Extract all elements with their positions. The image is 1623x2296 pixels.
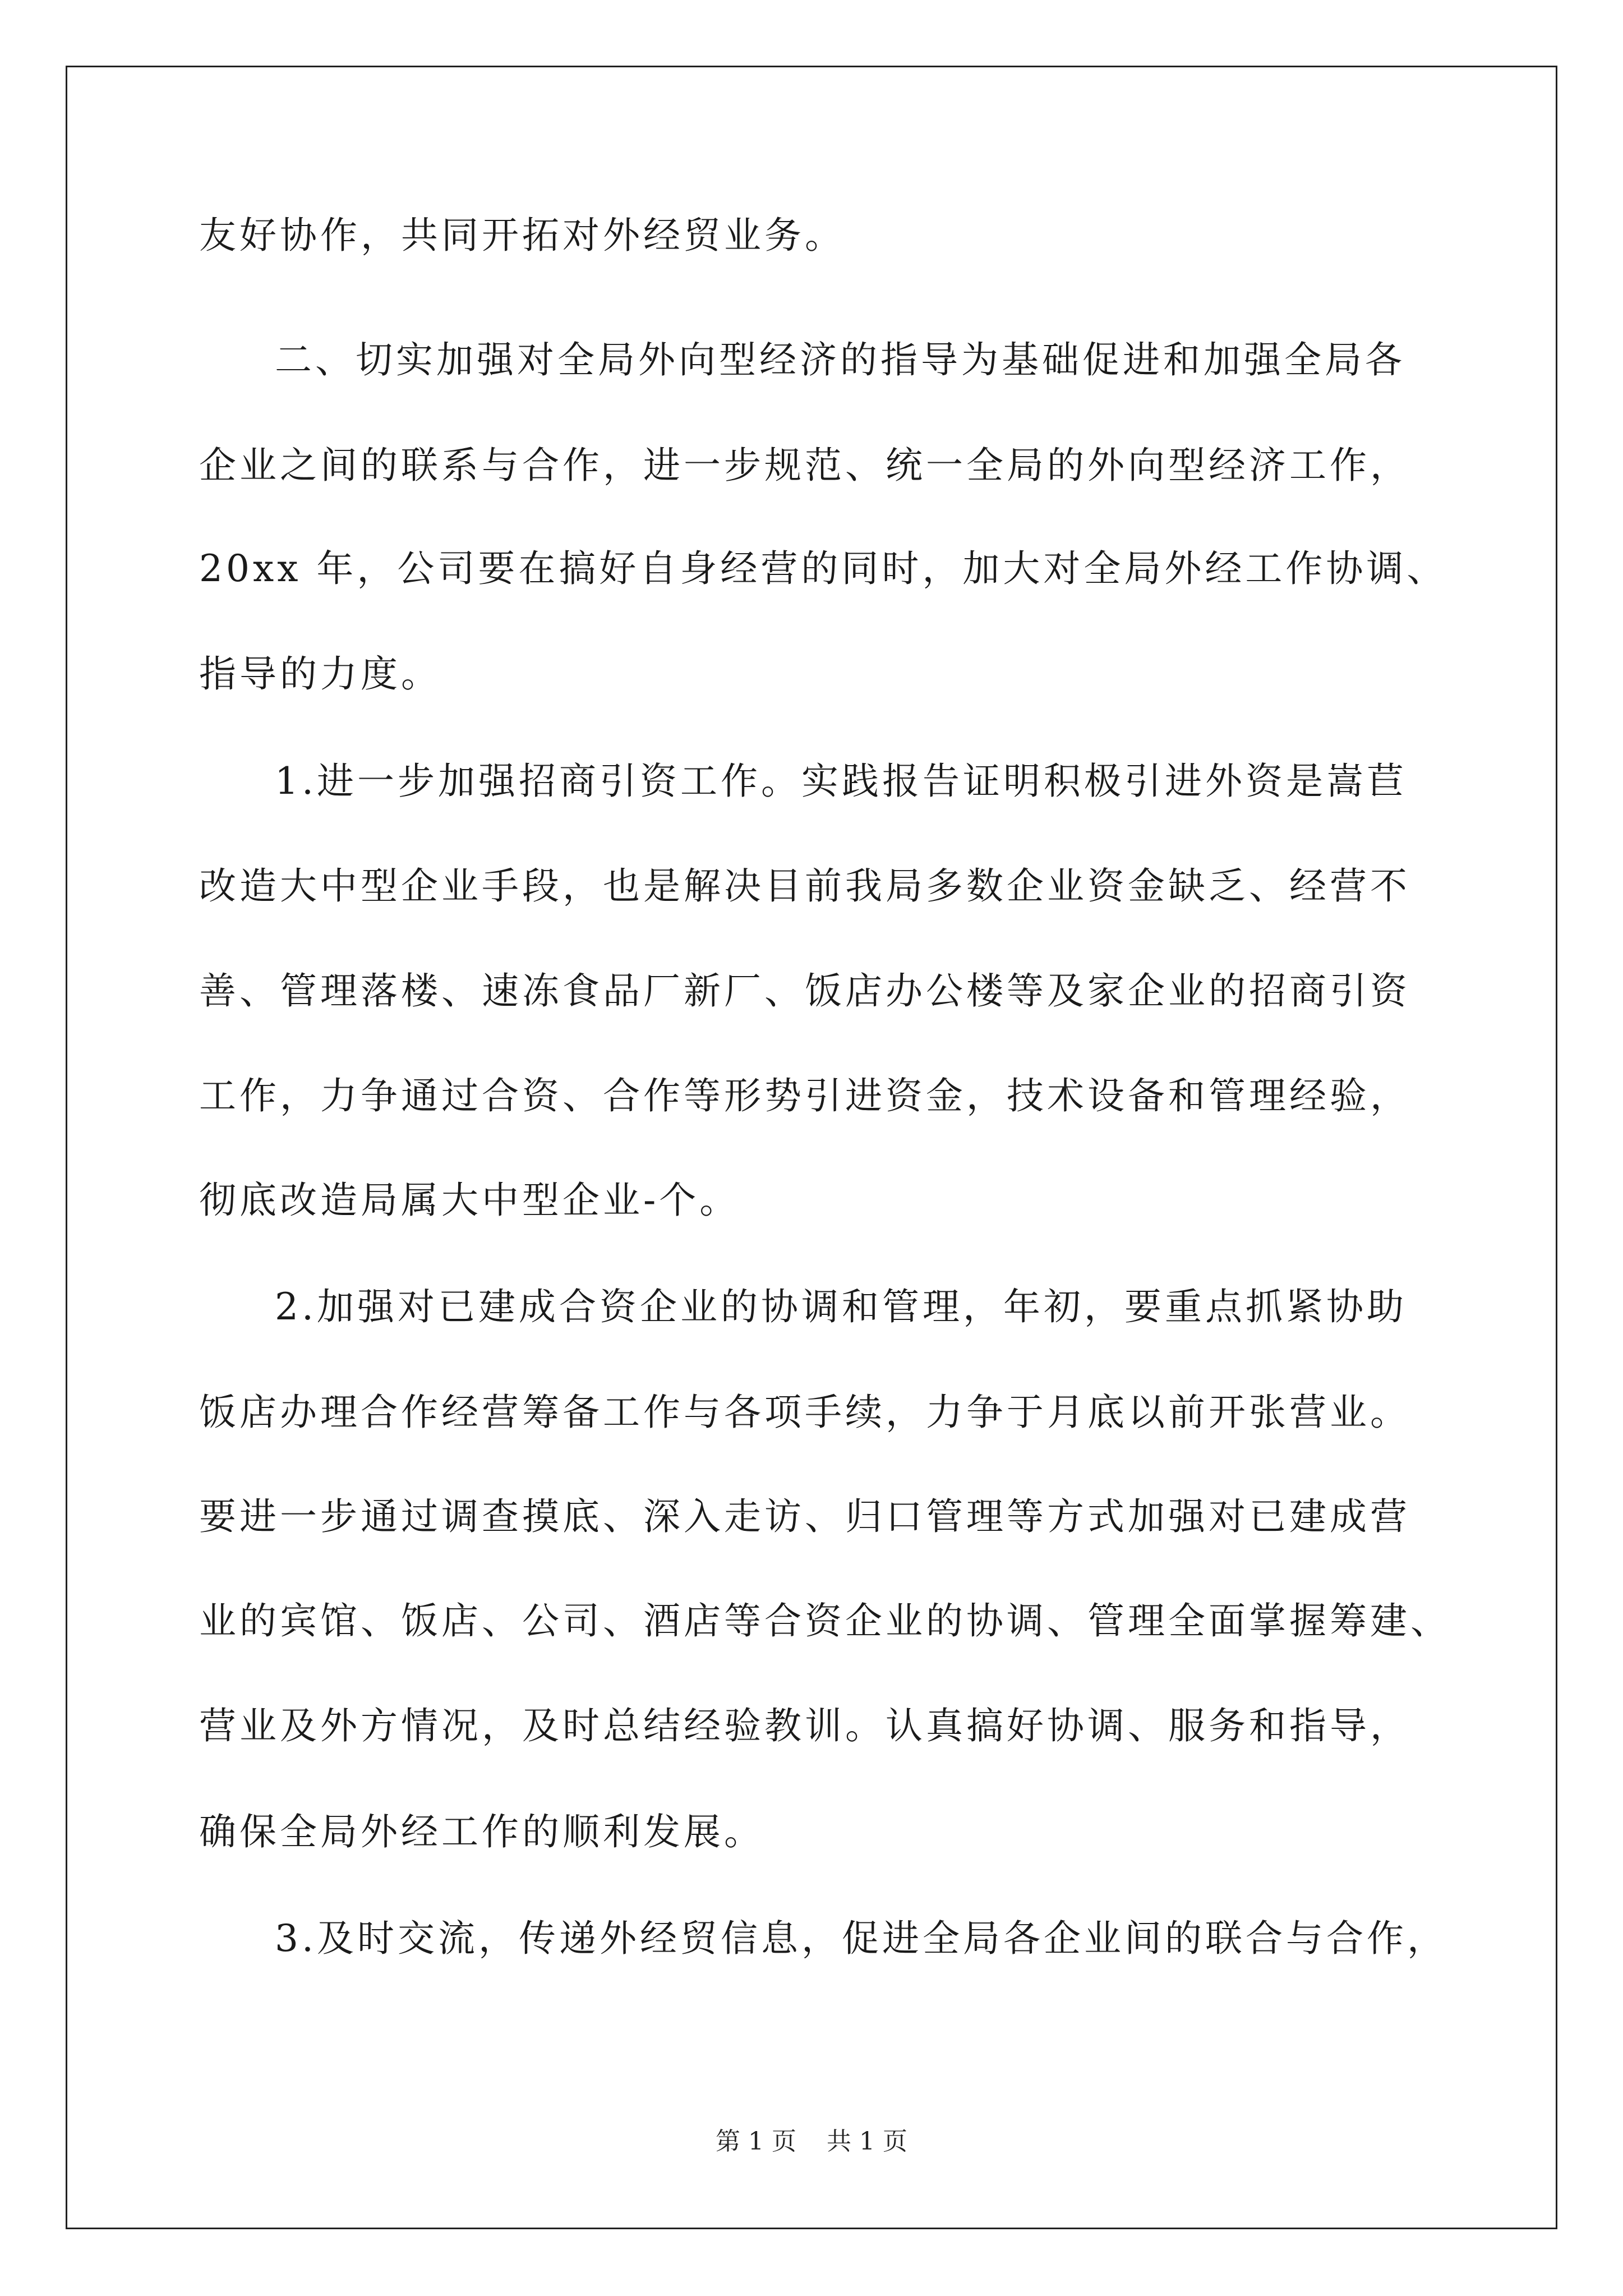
- text-line: 确保全局外经工作的顺利发展。: [199, 1810, 764, 1853]
- text-line: 二、切实加强对全局外向型经济的指导为基础促进和加强全局各: [275, 338, 1405, 381]
- text-line: 1.进一步加强招商引资工作。实践报告证明积极引进外资是嵩苣: [275, 760, 1407, 803]
- text-line: 营业及外方情况，及时总结经验教训。认真搞好协调、服务和指导，: [199, 1704, 1410, 1747]
- text-line: 2.加强对已建成合资企业的协调和管理，年初，要重点抓紧协助: [275, 1285, 1407, 1328]
- text-line: 工作，力争通过合资、合作等形势引进资金，技术设备和管理经验，: [199, 1074, 1410, 1117]
- text-line: 饭店办理合作经营筹备工作与各项手续，力争于月底以前开张营业。: [199, 1391, 1410, 1434]
- text-line: 指导的力度。: [199, 652, 441, 696]
- text-line: 善、管理落楼、速冻食品厂新厂、饭店办公楼等及家企业的招商引资: [199, 969, 1410, 1013]
- page-footer: [0, 2126, 1623, 2157]
- page-border: [66, 66, 1557, 2229]
- page-number: 第 1 页: [716, 2127, 796, 2156]
- text-line: 3.及时交流，传递外经贸信息，促进全局各企业间的联合与合作，: [275, 1917, 1447, 1960]
- text-line: 友好协作，共同开拓对外经贸业务。: [199, 214, 845, 257]
- page-total: 共 1 页: [827, 2127, 907, 2156]
- text-line: 业的宾馆、饭店、公司、酒店等合资企业的协调、管理全面掌握筹建、: [199, 1599, 1451, 1642]
- text-line: 彻底改造局属大中型企业-个。: [199, 1179, 740, 1222]
- text-line: 改造大中型企业手段，也是解决目前我局多数企业资金缺乏、经营不: [199, 864, 1410, 908]
- text-line: 20xx 年，公司要在搞好自身经营的同时，加大对全局外经工作协调、: [199, 547, 1447, 590]
- text-line: 要进一步通过调查摸底、深入走访、归口管理等方式加强对已建成营: [199, 1495, 1410, 1538]
- text-line: 企业之间的联系与合作，进一步规范、统一全局的外向型经济工作，: [199, 444, 1410, 487]
